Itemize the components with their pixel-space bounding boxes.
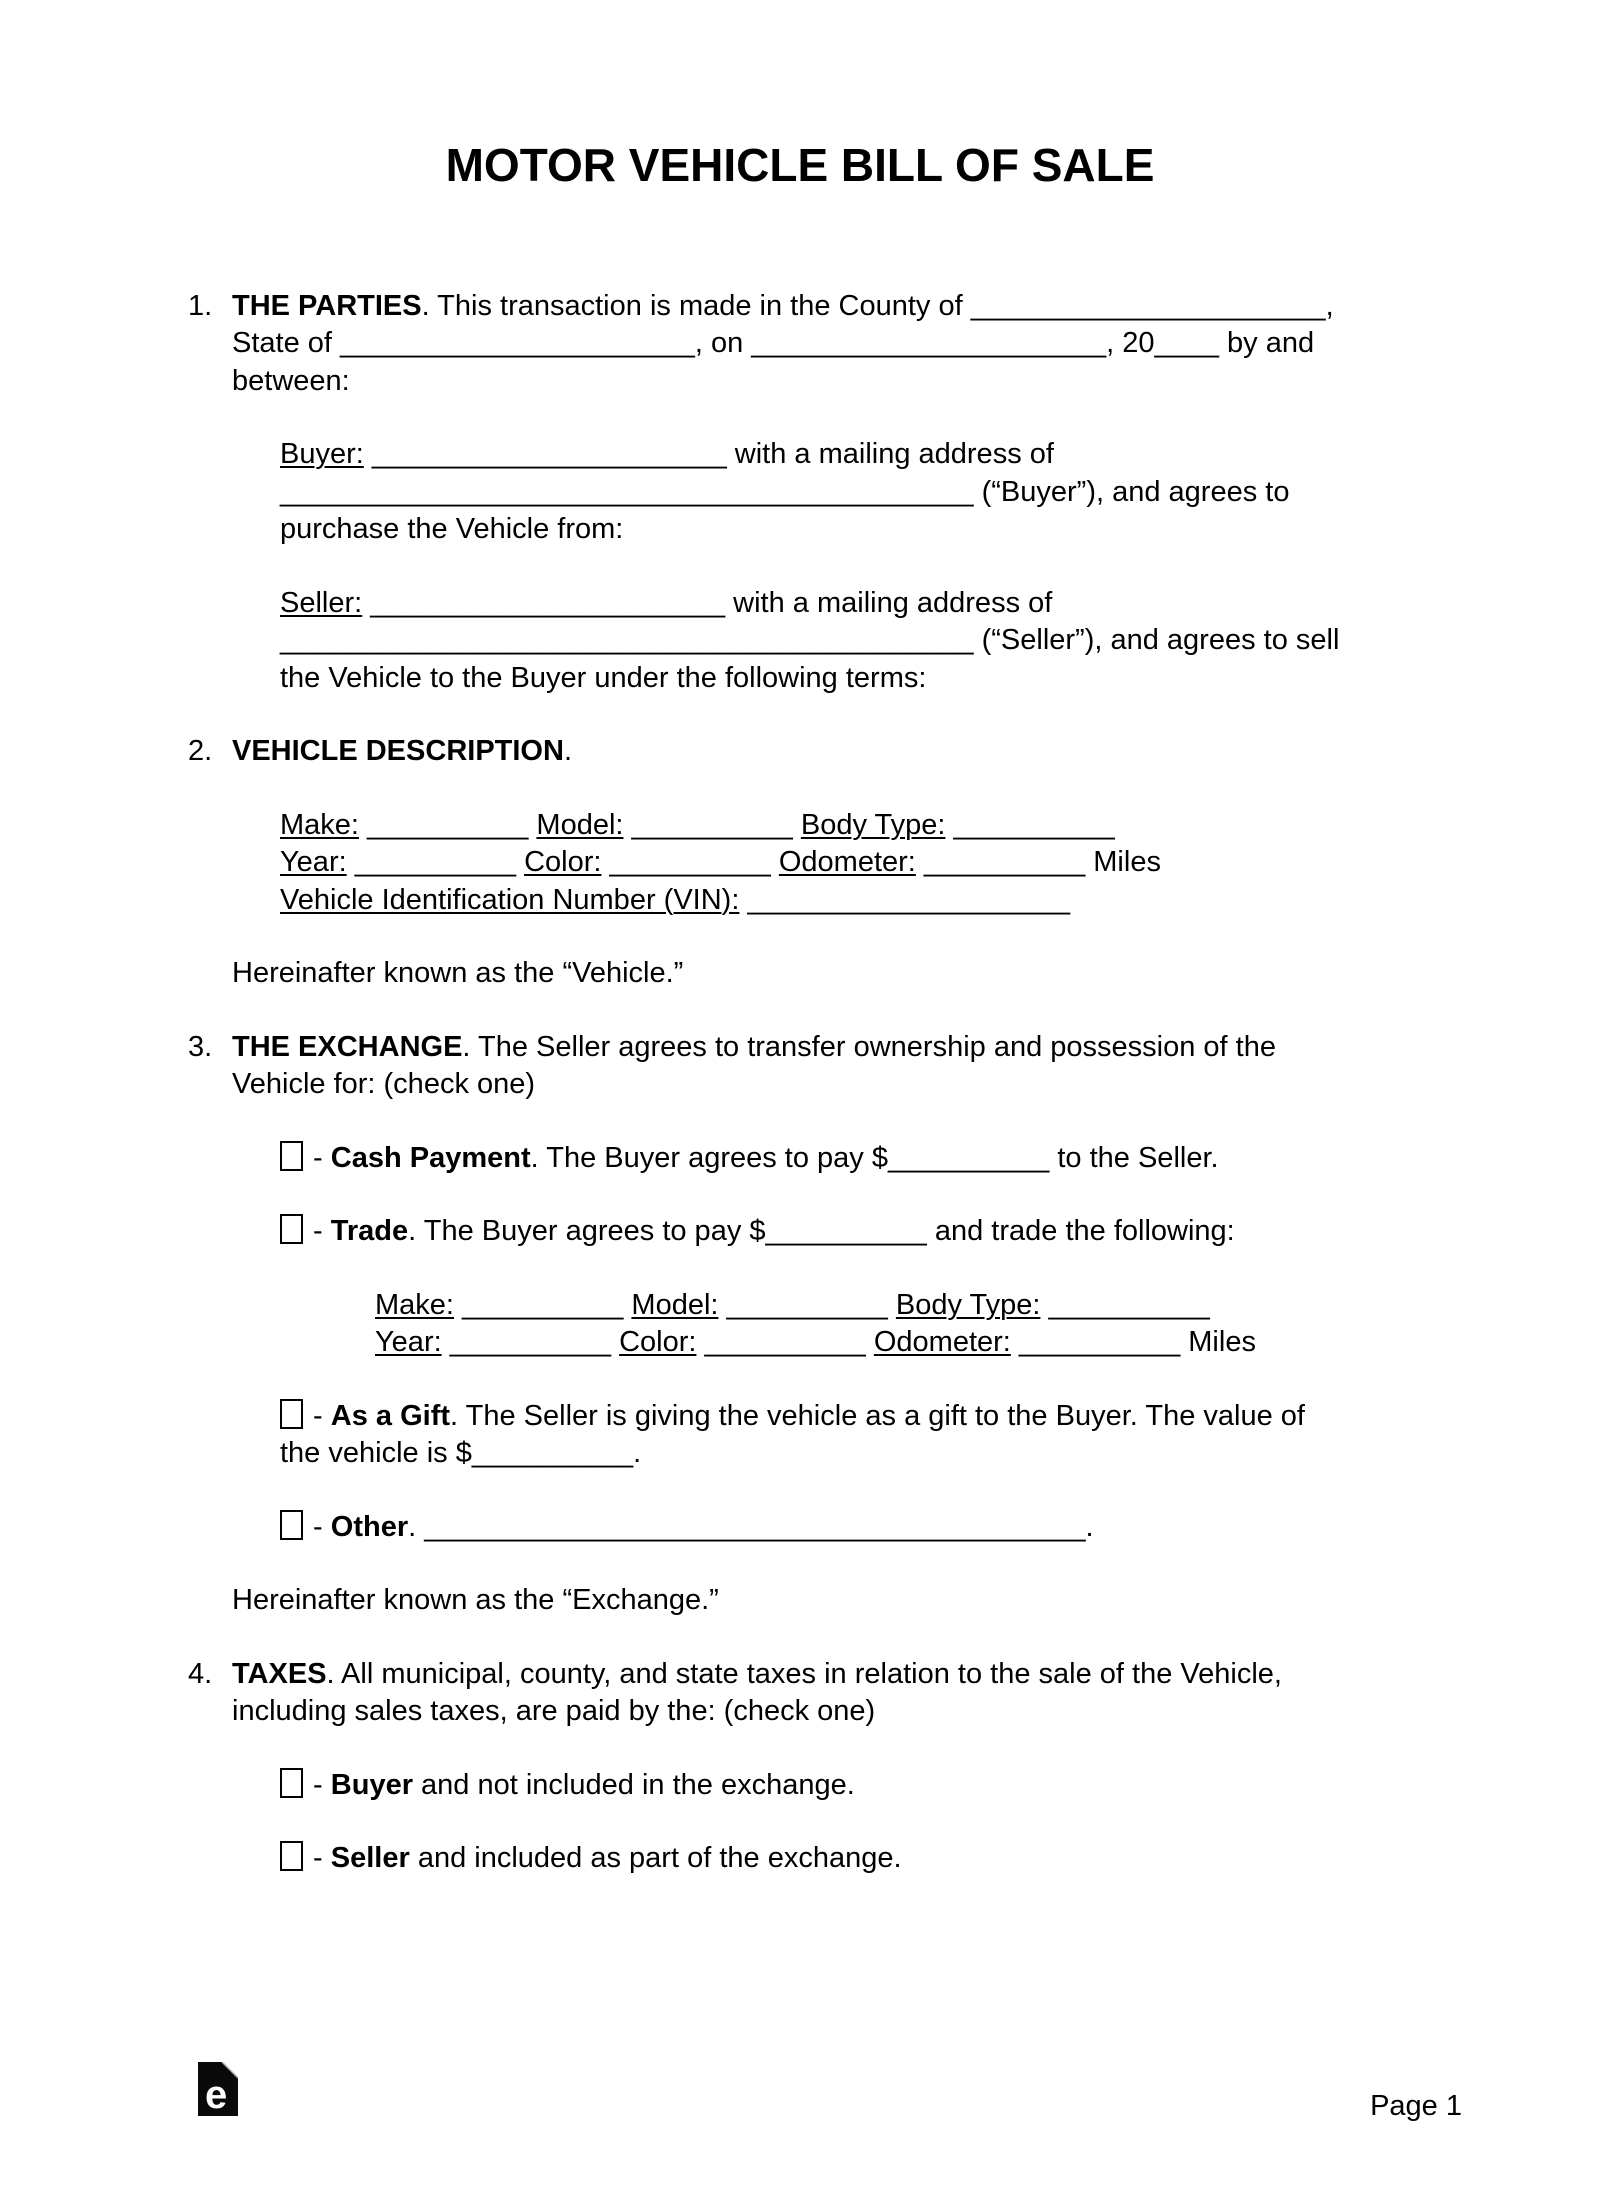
text-segment: . The Seller is giving the vehicle as a gift to the Buyer. The value of <box>450 1399 1305 1432</box>
text-segment <box>611 1326 619 1358</box>
text-segment: - <box>305 1141 331 1174</box>
blank-field[interactable]: ______________________ <box>751 327 1107 360</box>
text-segment <box>359 809 367 841</box>
text-segment: Body Type: <box>895 1288 1041 1321</box>
blank-field[interactable]: __________ <box>471 1437 634 1470</box>
text-segment: Seller: <box>280 586 363 619</box>
text-segment: , on <box>694 327 752 360</box>
text-segment: . All municipal, county, and state taxes in relation to the sale of the Vehicle, <box>326 1657 1282 1690</box>
text-segment: . <box>1085 1510 1094 1543</box>
checkbox-icon[interactable] <box>280 1768 303 1798</box>
checkbox-icon[interactable] <box>280 1214 303 1244</box>
document-body <box>188 288 1492 1878</box>
section-taxes <box>188 1656 1492 1731</box>
text-segment: Seller <box>330 1842 410 1875</box>
text-segment <box>623 809 631 841</box>
text-segment: Hereinafter known as the “Exchange.” <box>232 1584 719 1617</box>
trade-vehicle-line-2 <box>375 1324 1492 1362</box>
text-segment: Year: <box>375 1326 442 1359</box>
text-segment <box>866 1326 874 1358</box>
section-number: 1. <box>188 289 213 322</box>
blank-field[interactable]: _________________________________________ <box>424 1510 1086 1543</box>
section-number: 2. <box>188 735 213 768</box>
text-segment: Year: <box>280 846 347 879</box>
text-segment <box>771 846 779 878</box>
checkbox-icon[interactable] <box>280 1399 303 1429</box>
blank-field[interactable]: __________ <box>888 1141 1050 1174</box>
text-segment: - <box>305 1842 331 1875</box>
text-segment: Make: <box>375 1288 454 1321</box>
trade-option <box>280 1213 1492 1251</box>
blank-field[interactable]: __________ <box>765 1215 927 1248</box>
exchange-hereinafter <box>232 1582 1492 1620</box>
text-segment: Make: <box>280 808 359 841</box>
other-option <box>280 1509 1492 1547</box>
blank-field[interactable]: __________ <box>704 1326 866 1359</box>
blank-field[interactable]: ______________________ <box>340 327 695 360</box>
blank-field[interactable]: ___________________________________________ <box>280 475 974 508</box>
text-segment: with a mailing address of <box>725 586 1053 619</box>
text-segment <box>516 846 524 878</box>
checkbox-icon[interactable] <box>280 1841 303 1871</box>
gift-option <box>280 1398 1492 1473</box>
vehicle-desc-line-2 <box>280 844 1492 882</box>
text-segment: Color: <box>619 1326 697 1359</box>
text-segment: . <box>633 1437 642 1470</box>
text-segment: Cash Payment <box>330 1141 531 1174</box>
section-parties <box>188 288 1492 401</box>
text-segment <box>888 1289 896 1321</box>
text-segment <box>916 846 924 878</box>
text-segment: the Vehicle to the Buyer under the following terms: <box>280 661 927 694</box>
trade-vehicle-line-1 <box>375 1287 1492 1325</box>
page-number-label: Page 1 <box>1370 2090 1462 2122</box>
logo-letter: e <box>205 2073 228 2116</box>
text-segment <box>1040 1289 1048 1321</box>
checkbox-icon[interactable] <box>280 1510 303 1540</box>
blank-field[interactable]: __________ <box>1018 1326 1181 1359</box>
blank-field[interactable]: ____________________ <box>747 883 1071 916</box>
text-segment: - <box>305 1215 331 1248</box>
seller-clause <box>280 585 1492 698</box>
text-segment: Model: <box>536 808 624 841</box>
text-segment: Miles <box>1085 846 1161 879</box>
text-segment: . The Buyer agrees to pay $ <box>408 1215 766 1248</box>
text-segment: - <box>305 1510 331 1543</box>
text-segment: State of <box>232 327 341 360</box>
blank-field[interactable]: __________ <box>1048 1288 1210 1321</box>
text-segment <box>454 1289 462 1321</box>
text-segment <box>1011 1326 1019 1358</box>
text-segment: (“Seller”), and agrees to sell <box>973 624 1340 657</box>
text-segment: . The Seller agrees to transfer ownership and possession of the <box>462 1030 1276 1063</box>
text-segment: and trade the following: <box>926 1215 1235 1248</box>
text-segment: - <box>305 1399 331 1432</box>
text-segment <box>347 846 355 878</box>
text-segment: and included as part of the exchange. <box>409 1842 902 1875</box>
text-segment: Trade <box>330 1215 409 1248</box>
text-segment: Hereinafter known as the “Vehicle.” <box>232 957 684 990</box>
eforms-logo-icon <box>198 2062 238 2127</box>
blank-field[interactable]: __________ <box>367 808 529 841</box>
text-segment: . The Buyer agrees to pay $ <box>530 1141 888 1174</box>
text-segment <box>601 846 609 878</box>
text-segment <box>718 1289 726 1321</box>
blank-field[interactable]: __________ <box>953 808 1115 841</box>
text-segment: Miles <box>1180 1326 1256 1359</box>
text-segment: - <box>305 1768 331 1801</box>
text-segment: purchase the Vehicle from: <box>280 513 624 546</box>
taxes-seller-option <box>280 1840 1492 1878</box>
blank-field[interactable]: ______________________ <box>970 289 1326 322</box>
text-segment: (“Buyer”), and agrees to <box>973 475 1290 508</box>
text-segment: Color: <box>524 846 602 879</box>
text-segment <box>442 1326 450 1358</box>
text-segment: with a mailing address of <box>726 438 1054 471</box>
text-segment <box>364 438 372 470</box>
text-segment: THE EXCHANGE <box>232 1030 463 1063</box>
taxes-buyer-option <box>280 1767 1492 1805</box>
section-number: 4. <box>188 1657 213 1690</box>
blank-field[interactable]: __________ <box>923 846 1086 879</box>
buyer-clause <box>280 436 1492 549</box>
text-segment: . <box>563 735 572 768</box>
vehicle-desc-line-1 <box>280 807 1492 845</box>
text-segment: , <box>1325 289 1334 322</box>
text-segment: by and <box>1219 327 1315 360</box>
text-segment: Buyer: <box>280 438 364 471</box>
text-segment: to the Seller. <box>1049 1141 1219 1174</box>
text-segment <box>793 809 801 841</box>
text-segment: . This transaction is made in the County of <box>421 289 971 322</box>
blank-field[interactable]: ____ <box>1154 327 1219 360</box>
blank-field[interactable]: __________ <box>609 846 771 879</box>
text-segment: Model: <box>631 1288 719 1321</box>
checkbox-icon[interactable] <box>280 1141 303 1171</box>
section-exchange <box>188 1029 1492 1104</box>
section-number: 3. <box>188 1030 213 1063</box>
text-segment: Vehicle Identification Number (VIN): <box>280 883 740 916</box>
blank-field[interactable]: __________ <box>449 1326 612 1359</box>
vehicle-hereinafter <box>232 955 1492 993</box>
vehicle-desc-line-3 <box>280 882 1492 920</box>
blank-field[interactable]: ___________________________________________ <box>280 624 974 657</box>
text-segment: , 20 <box>1106 327 1155 360</box>
text-segment <box>945 809 953 841</box>
text-segment: TAXES <box>232 1657 327 1690</box>
text-segment: Other <box>330 1510 409 1543</box>
blank-field[interactable]: __________ <box>462 1288 624 1321</box>
cash-payment-option <box>280 1140 1492 1178</box>
blank-field[interactable]: ______________________ <box>370 586 726 619</box>
blank-field[interactable]: __________ <box>354 846 517 879</box>
text-segment: Buyer <box>330 1768 413 1801</box>
text-segment: the vehicle is $ <box>280 1437 472 1470</box>
text-segment: . <box>408 1510 425 1543</box>
text-segment: Odometer: <box>778 846 916 879</box>
text-segment: VEHICLE DESCRIPTION <box>232 735 564 768</box>
text-segment: As a Gift <box>330 1399 451 1432</box>
blank-field[interactable]: __________ <box>631 808 793 841</box>
text-segment: and not included in the exchange. <box>412 1768 855 1801</box>
text-segment: including sales taxes, are paid by the: (check one) <box>232 1695 876 1728</box>
blank-field[interactable]: ______________________ <box>371 438 727 471</box>
text-segment: THE PARTIES <box>232 289 422 322</box>
text-segment: Odometer: <box>873 1326 1011 1359</box>
section-vehicle-description <box>188 733 1492 771</box>
text-segment: Body Type: <box>800 808 946 841</box>
document-title: MOTOR VEHICLE BILL OF SALE <box>445 139 1155 191</box>
document-page <box>0 140 1600 2210</box>
text-segment <box>696 1326 704 1358</box>
blank-field[interactable]: __________ <box>726 1288 888 1321</box>
text-segment: between: <box>232 364 350 397</box>
text-segment: Vehicle for: (check one) <box>232 1068 536 1101</box>
